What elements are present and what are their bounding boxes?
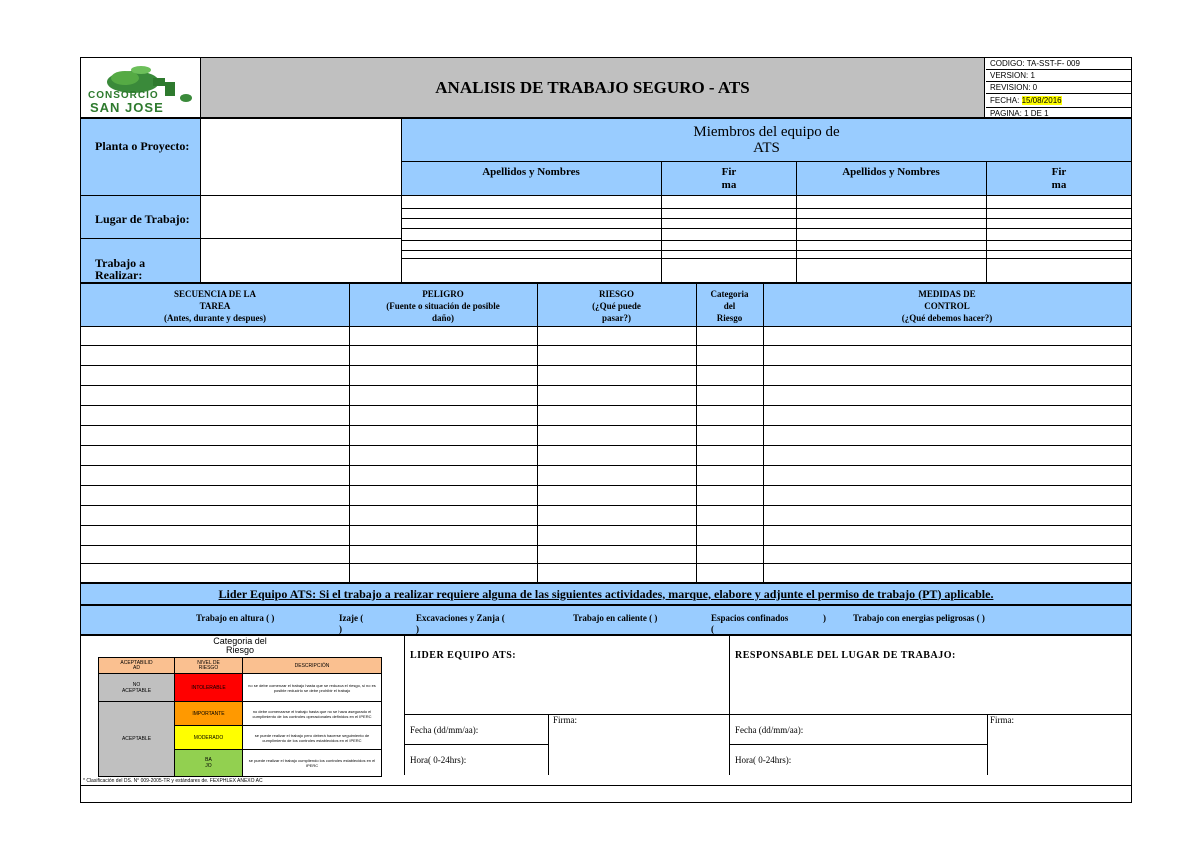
- legend-col-aceptabilidad-a: ACEPTABILID: [120, 659, 153, 666]
- legend-intolerable: INTOLERABLE: [175, 674, 243, 702]
- logo-text-line1: CONSORCIO: [88, 90, 159, 101]
- team-col-firma-1-b: ma: [721, 178, 737, 191]
- responsable-firma-label: Firma:: [990, 715, 1014, 725]
- legend-footnote: * Clasificación del DS. N° 009-2005-TR y estándares de. FEXPHLEX ANEXO AC: [83, 778, 263, 784]
- col-riesgo-line3: pasar?): [602, 313, 631, 323]
- trabajo-label-line2: Realizar:: [95, 268, 143, 282]
- legend-no-aceptable: [99, 674, 175, 702]
- trabajo-label-line1: Trabajo a: [95, 256, 146, 270]
- col-peligro-line3: daño): [431, 313, 454, 323]
- col-peligro-line2: (Fuente o situación de posible: [386, 301, 500, 311]
- col-riesgo-line2: (¿Qué puede: [592, 301, 641, 311]
- legend-bajo: [175, 750, 243, 776]
- team-col-firma-2: [986, 162, 1131, 195]
- legend-col-nivel-a: NIVEL DE: [197, 659, 220, 666]
- lugar-label: Lugar de Trabajo:: [95, 212, 190, 226]
- leader-banner: Lider Equipo ATS: Si el trabajo a realizar requiere alguna de las siguientes actividades, marque, elabore y adjunte el permiso de trabajo (PT) aplicable.: [218, 586, 994, 601]
- legend-desc-moderado: se puede realizar el trabajo pero deberá hacerse seguimiento de cumplimiento de los controles establecidos en el IPERC: [243, 726, 381, 750]
- legend-col-nivel: [175, 658, 243, 674]
- planta-label-cell: [81, 119, 200, 195]
- lider-fecha-label[interactable]: Fecha (dd/mm/aa):: [410, 725, 479, 735]
- doc-date-label: FECHA:: [990, 96, 1022, 105]
- col-categoria-line2: del: [723, 301, 736, 311]
- risk-legend-title-line2: Riesgo: [225, 645, 254, 655]
- team-title-cell: [401, 119, 1131, 161]
- activity-confinados-c: (: [711, 624, 714, 634]
- doc-date-value: 15/08/2016: [1021, 96, 1062, 105]
- activity-excavaciones-b: ): [416, 624, 419, 634]
- legend-aceptable: ACEPTABLE: [99, 702, 175, 776]
- col-secuencia-line1: SECUENCIA DE LA: [173, 289, 257, 299]
- legend-bajo-a: BA: [205, 757, 212, 763]
- col-medidas-line1: MEDIDAS DE: [918, 289, 976, 299]
- legend-col-aceptabilidad: [99, 658, 175, 674]
- activity-confinados-b: ): [823, 613, 826, 623]
- lider-label: LIDER EQUIPO ATS:: [410, 650, 517, 661]
- trabajo-label-cell: [81, 238, 200, 282]
- trabajo-input[interactable]: [200, 238, 401, 282]
- legend-col-nivel-b: RIESGO: [198, 664, 219, 671]
- activity-energias[interactable]: Trabajo con energias peligrosas ( ): [853, 613, 985, 623]
- leader-banner-cell: [80, 583, 1132, 605]
- risk-legend-title-line1: Categoria del: [213, 636, 267, 646]
- team-members-grid[interactable]: [401, 195, 1131, 282]
- col-medidas-line3: (¿Qué debemos hacer?): [901, 313, 993, 323]
- team-col-firma-1: [661, 162, 796, 195]
- col-secuencia-line3: (Antes, durante y despues): [163, 313, 266, 323]
- activity-excavaciones-a[interactable]: Excavaciones y Zanja (: [416, 613, 505, 623]
- col-categoria-line1: Categoria: [710, 289, 749, 299]
- col-medidas-line2: CONTROL: [924, 301, 970, 311]
- doc-date: [986, 94, 1131, 108]
- activity-izaje-a[interactable]: Izaje (: [339, 613, 364, 623]
- doc-revision: REVISION: 0: [986, 82, 1131, 94]
- footer-divider: [80, 785, 1132, 786]
- col-riesgo-line1: RIESGO: [598, 289, 634, 299]
- risk-legend-table: [98, 657, 382, 777]
- ats-table-body[interactable]: [81, 284, 1131, 582]
- lider-hora-label[interactable]: Hora( 0-24hrs):: [410, 755, 467, 765]
- team-col-firma-2-a: Fir: [1051, 165, 1067, 178]
- legend-no-aceptable-b: ACEPTABLE: [121, 687, 152, 694]
- team-col-names-1: Apellidos y Nombres: [482, 166, 580, 178]
- risk-legend-title: [195, 636, 285, 656]
- activity-altura[interactable]: Trabajo en altura ( ): [196, 613, 275, 623]
- responsable-fecha-label[interactable]: Fecha (dd/mm/aa):: [735, 725, 804, 735]
- activity-confinados-a[interactable]: Espacios confinados: [711, 613, 789, 623]
- legend-moderado: MODERADO: [175, 726, 243, 750]
- lider-firma-label: Firma:: [553, 715, 577, 725]
- legend-col-descripcion: DESCRIPCIÓN: [243, 658, 381, 674]
- responsable-label: RESPONSABLE DEL LUGAR DE TRABAJO:: [735, 650, 956, 661]
- doc-page: PAGINA: 1 DE 1: [990, 109, 1049, 118]
- team-col-firma-1-a: Fir: [721, 165, 737, 178]
- legend-col-aceptabilidad-b: AD: [133, 664, 140, 671]
- lugar-input[interactable]: [200, 195, 401, 238]
- legend-desc-bajo: se puede realizar el trabajo cumpliendo los controles establecidos en el IPERC: [248, 758, 376, 768]
- planta-label: Planta o Proyecto:: [95, 139, 190, 153]
- planta-input[interactable]: [200, 119, 401, 195]
- legend-bajo-b: JO: [205, 763, 212, 769]
- doc-code: CODIGO: TA-SST-F- 009: [986, 58, 1131, 70]
- activities-row: [80, 605, 1132, 635]
- team-col-names-2: Apellidos y Nombres: [842, 166, 940, 178]
- document-title-cell: [200, 58, 985, 117]
- activity-izaje-b: ): [339, 624, 342, 634]
- activity-caliente[interactable]: Trabajo en caliente ( ): [573, 613, 658, 623]
- responsable-hora-label[interactable]: Hora( 0-24hrs):: [735, 755, 792, 765]
- col-secuencia-line2: TAREA: [199, 301, 231, 311]
- lugar-label-cell: [81, 195, 200, 238]
- document-title: ANALISIS DE TRABAJO SEGURO - ATS: [435, 77, 750, 97]
- doc-version: VERSION: 1: [986, 70, 1131, 82]
- legend-desc-importante: no debe comenzarse el trabajo hasta que no se hava asegurado el cumplimiento de los controles operacionales definidos en el IPERC: [243, 702, 381, 726]
- legend-importante: IMPORTANTE: [175, 702, 243, 726]
- col-peligro-line1: PELIGRO: [422, 289, 464, 299]
- col-categoria-line3: Riesgo: [716, 313, 743, 323]
- logo-text-line2: SAN JOSE: [90, 100, 164, 115]
- legend-no-aceptable-a: NO: [132, 681, 141, 688]
- doc-meta: [986, 58, 1131, 117]
- legend-desc-intolerable: no se debe comenzar el trabajo hasta que se reduzca el riesgo, si no es posible reducirlo se debe prohibir el trabajo: [243, 674, 381, 702]
- team-col-firma-2-b: ma: [1051, 178, 1067, 191]
- team-title-line2: ATS: [753, 140, 780, 156]
- team-title-line1: Miembros del equipo de: [693, 124, 840, 140]
